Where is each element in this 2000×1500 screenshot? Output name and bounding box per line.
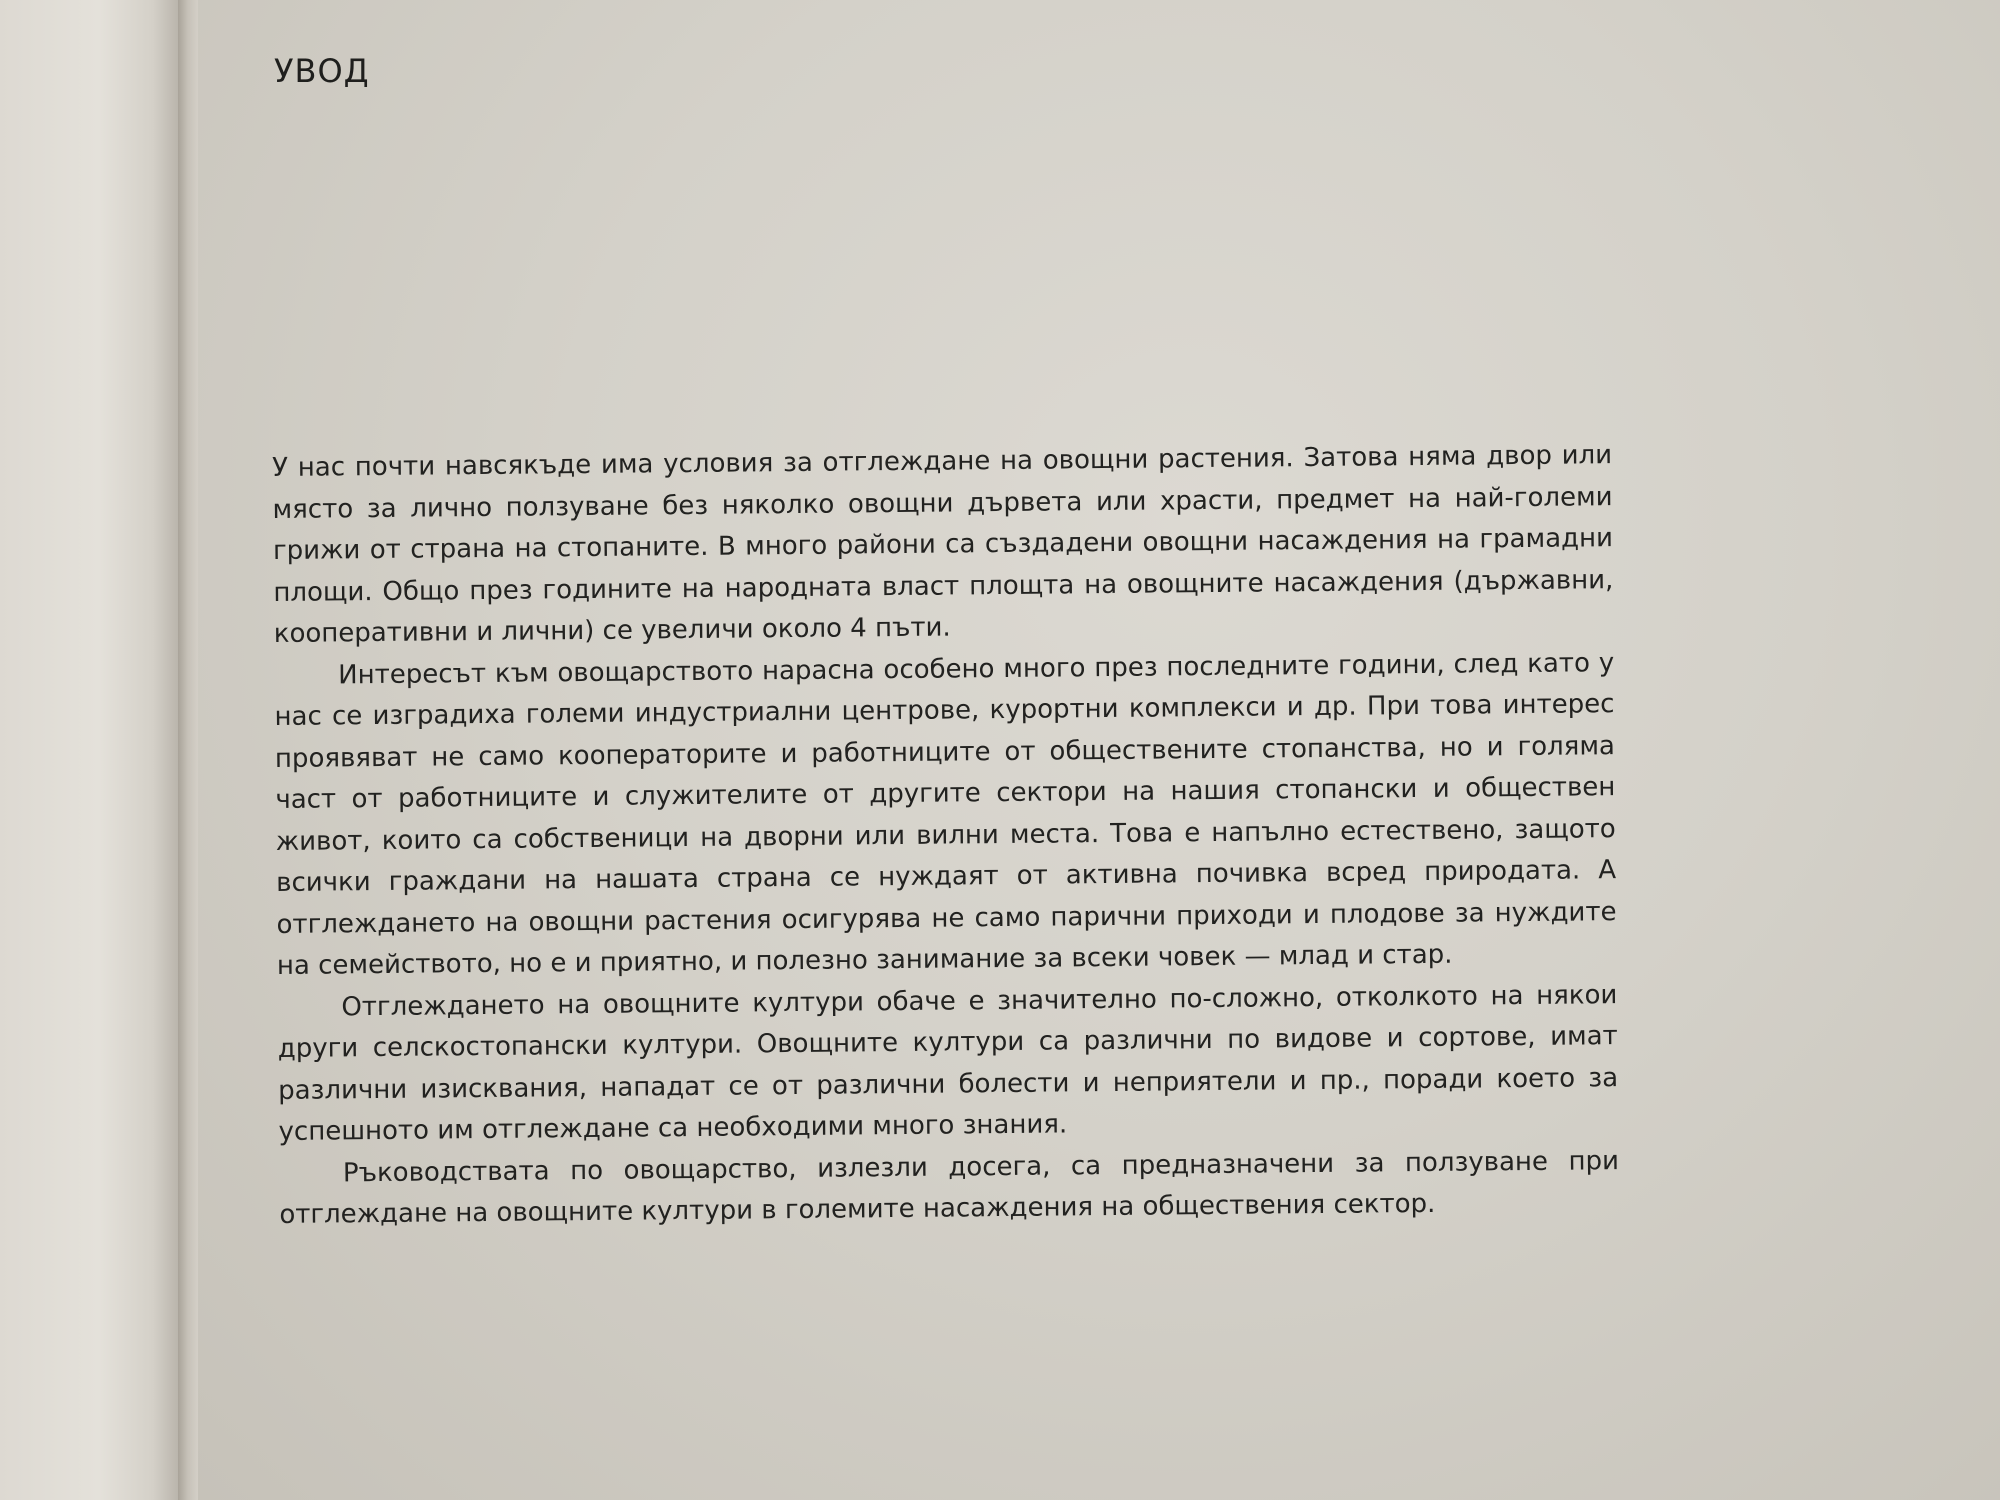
paragraph-4: Ръководствата по овощарство, излезли досега, са предназначени за ползуване при отглеждане на овощните култури в големите насаждения на обществения сектор. <box>279 1145 1620 1230</box>
page-title: УВОД <box>274 52 370 90</box>
paragraph-1: У нас почти навсякъде има условия за отглеждане на овощни растения. Затова няма двор или място за лично ползуване без няколко овощни дървета или храсти, предмет на най-големи грижи от страна на стопаните. В много райони са създадени овощни насаждения на грамадни площи. Общо през годините на народната власт площта на овощните насаждения (държавни, кооперативни и лични) се увеличи около 4 пъти. <box>272 440 1614 649</box>
paragraph-2: Интересът към овощарството нарасна особено много през последните години, след като у нас се изградиха големи индустриални центрове, курортни комплекси и др. При това интерес проявяват не само кооператорите и работниците от обществените стопанства, но и голяма част от работниците и служителите от другите сектори на нашия стопански и обществен живот, които са собственици на дворни или вилни места. Това е напълно естествено, защото всички граждани на нашата страна се нуждаят от активна почивка всред природата. А отглеждането на овощни растения осигурява не само парични приходи и плодове за нуждите на семейството, но е и приятно, и полезно занимание за всеки човек — млад и стар. <box>274 647 1617 981</box>
book-gutter <box>178 0 200 1500</box>
paragraph-3: Отглеждането на овощните култури обаче е значително по-сложно, отколкото на някои други селскостопански култури. Овощните култури са различни по видове и сортове, имат различни изисквания, нападат се от различни болести и неприятели и пр., поради което за успешното им отглеждане са необходими много знания. <box>277 979 1619 1147</box>
body-text <box>272 435 1620 1236</box>
left-page-edge <box>0 0 180 1500</box>
